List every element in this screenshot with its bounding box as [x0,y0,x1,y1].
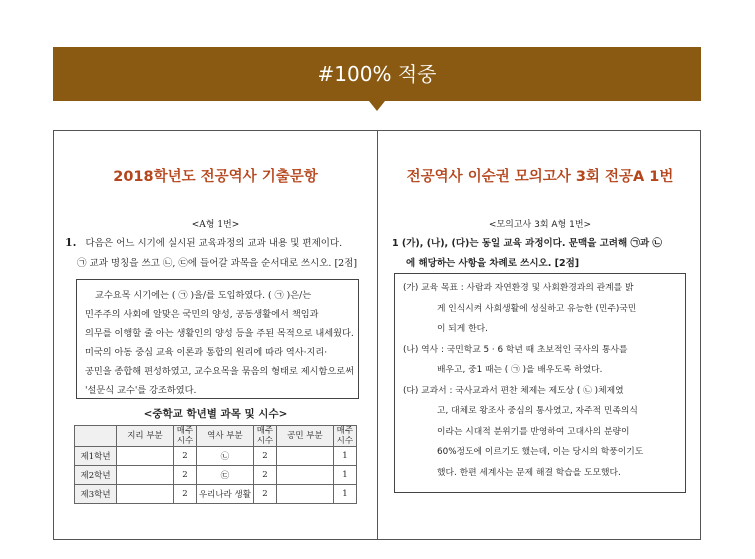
right-passage-line: (나) 역사 : 국민학교 5 · 6 학년 때 초보적인 국사의 통사를 [403,344,628,355]
table-cell: 제1학년 [75,447,117,466]
left-question-line2: ㉠ 교과 명칭을 쓰고 ㉡, ㉢에 들어갈 과목을 순서대로 쓰시오. [2점] [77,258,358,269]
right-question-line1: 1 (가), (나), (다)는 동일 교육 과정이다. 문맥을 고려해 ㉠과 ㉡ [392,238,662,249]
table-cell: 우리나라 생활 [197,485,254,504]
right-passage-line: 게 인식시켜 사회생활에 성실하고 유능한 (민주)국민 [437,303,637,314]
table-row [75,466,357,485]
left-passage-box [76,279,359,399]
table-cell [117,485,174,504]
table-cell: 2 [173,466,196,485]
left-passage-line: '설문식 교수'를 강조하였다. [85,385,197,396]
right-passage-line: 했다. 한편 세계사는 문제 해결 학습을 도모했다. [437,467,621,478]
left-exam-header: <A형 1번> [191,220,240,230]
left-passage-line: 교수요목 시기에는 ( ㉠ )을/를 도입하였다. ( ㉠ )은/는 [95,290,312,301]
left-passage-line: 민주주의 사회에 알맞은 국민의 양성, 공동생활에서 책임과 [85,309,319,320]
left-passage-line: 공민을 종합해 편성하였고, 교수요목을 묶음의 형태로 제시함으로써 [85,366,354,377]
right-passage-line: 이라는 시대적 분위기를 반영하여 고대사의 분량이 [437,426,630,437]
table-cell [276,485,333,504]
right-panel-title: 전공역사 이순권 모의고사 3회 전공A 1번 [406,169,674,185]
banner-text: #100% 적중 [317,62,437,86]
table-header-cell: 매주 시수 [173,426,196,447]
table-cell: 2 [173,485,196,504]
right-passage-line: 이 되게 한다. [437,324,488,334]
table-header-cell: 공민 부분 [276,426,333,447]
left-question-line1: 1. 다음은 어느 시기에 실시된 교육과정의 교과 내용 및 편제이다. [65,236,343,249]
right-exam-header: <모의고사 3회 A형 1번> [488,220,592,230]
table-cell: 1 [333,447,356,466]
right-passage-line: (가) 교육 목표 : 사람과 자연환경 및 사회환경과의 관계를 밝 [403,283,634,293]
table-cell: 제2학년 [75,466,117,485]
table-cell: 2 [253,466,276,485]
right-passage-box [394,273,686,493]
panel-divider [377,131,378,539]
right-passage-line: (다) 교과서 : 국사교과서 편찬 체제는 제도상 ( ㉡ )체제였 [403,385,624,396]
left-table-title: <중학교 학년별 과목 및 시수> [143,408,288,420]
table-cell: ㉢ [197,466,254,485]
right-passage-line: 배우고, 중1 때는 ( ㉠ )을 배우도록 하였다. [437,365,603,375]
right-passage-line: 고, 대체로 왕조사 중심의 통사였고, 자주적 민족의식 [437,406,638,416]
banner-pointer [369,101,385,111]
table-cell: 2 [253,485,276,504]
table-cell: ㉡ [197,447,254,466]
left-passage-line: 미국의 아동 중심 교육 이론과 통합의 원리에 따라 역사·지리· [85,347,328,358]
table-cell [276,447,333,466]
table-header-cell [75,426,117,447]
comparison-frame [53,130,701,540]
table-header-cell: 매주 시수 [333,426,356,447]
table-header-cell: 지리 부분 [117,426,174,447]
table-cell [117,447,174,466]
table-header-row [75,426,357,447]
table-cell: 1 [333,466,356,485]
table-header-cell: 역사 부분 [197,426,254,447]
right-passage-line: 60%정도에 이르기도 했는데, 이는 당시의 학풍이기도 [437,447,644,457]
table-row [75,485,357,504]
left-passage-line: 의무를 이행할 줄 아는 생활인의 양성 등을 주된 목적으로 내세웠다. [85,328,354,339]
table-cell [276,466,333,485]
banner [53,47,701,101]
left-question-number: 1. [65,236,77,249]
table-header-cell: 매주 시수 [253,426,276,447]
subject-hours-table [74,425,357,504]
table-cell: 제3학년 [75,485,117,504]
right-question-line2: 에 해당하는 사항을 차례로 쓰시오. [2점] [406,258,580,269]
table-cell: 1 [333,485,356,504]
table-cell: 2 [173,447,196,466]
table-row [75,447,357,466]
table-cell: 2 [253,447,276,466]
left-panel-title: 2018학년도 전공역사 기출문항 [113,169,318,185]
table-cell [117,466,174,485]
